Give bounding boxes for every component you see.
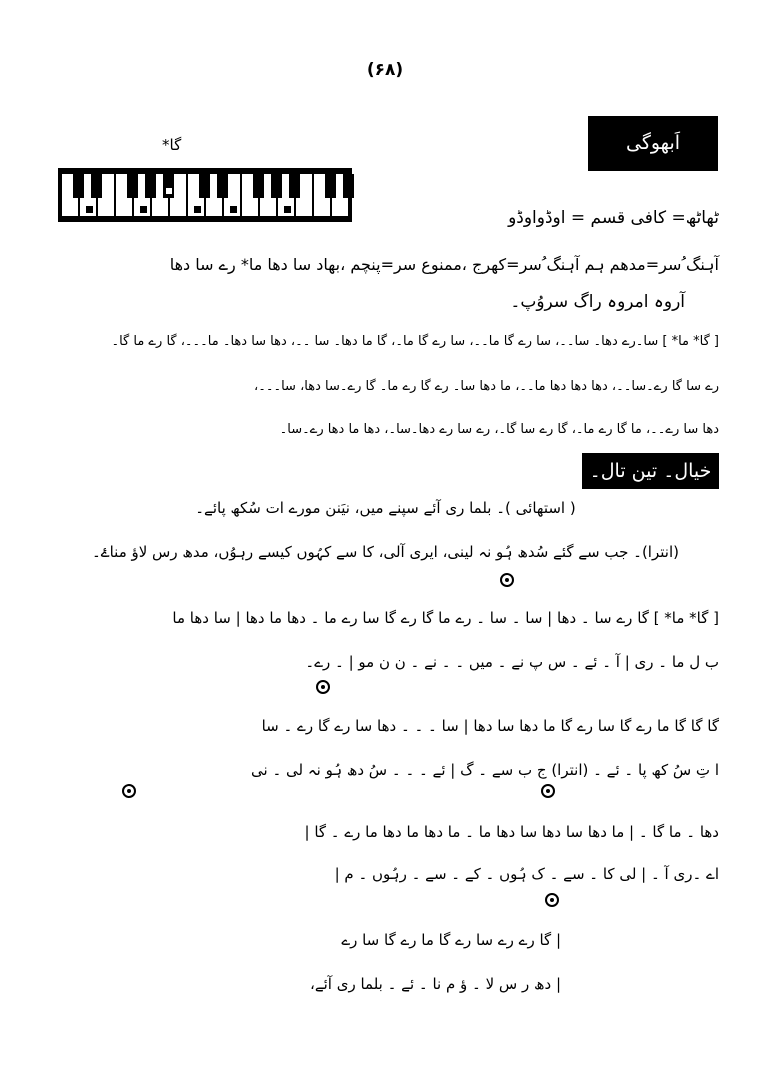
page-number: (۶۸) [366,60,404,80]
swar-line: رے سا گا رے۔سا۔۔، دھا دھا دھا ما۔۔، ما دھا سا۔ رے گا رے ما۔ گا رے۔سا دھا، سا۔۔۔، [254,379,719,394]
notation-line: گا گا گا ما رے گا سا رے گا ما دھا سا دھا | سا ۔ ۔ ۔ دھا سا رے گا رے ۔ سا [261,717,719,735]
piano-label: گا* [162,136,182,154]
notation-line: ب ل ما ۔ ری | آ ۔ ئے ۔ س پ نے ۔ میں ۔ ۔ نے ۔ ن ن مو | ۔ رے۔ [305,653,719,671]
black-key [127,174,138,198]
notation-line: دھا ۔ ما گا ۔ | ما دھا سا دھا سا دھا ما ۔ ما دھا ما دھا ما رے ۔ گا | [304,823,719,841]
sam-marker-icon [500,573,514,587]
aaroh-line: آروہ امروہ راگ سروُپ۔ [510,292,685,312]
notation-line: | گا رے رے سا رے گا ما رے گا سا رے [341,931,561,949]
black-key [73,174,84,198]
key-marker [140,206,147,213]
sam-marker-icon [316,680,330,694]
notation-line: ا تِ سُ کھ پا ۔ ئے ۔ (انترا) ج ب سے ۔ گ | ئے ۔ ۔ ۔ سُ دھ ہُو نہ لی ۔ نی [251,761,719,779]
aahang-line: آہنگ ُسر=مدھم ہم آہنگ ُسر=کھرج ،ممنوع سر=پنچم ،بھاد سا دھا ما* رے سا دھا [169,255,719,274]
black-key [163,174,174,198]
sam-marker-icon [541,784,555,798]
notation-line: [ گا* ما* ] گا رے سا ۔ دھا | سا ۔ سا ۔ رے ما گا رے گا سا رے ما ۔ دھا ما دھا | سا دھا ما [172,609,719,627]
lyrics-antara: (انترا)۔ جب سے گئے سُدھ ہُو نہ لینی، ایری آلی، کا سے کہُوں کیسے رہوُں، مدھ رس لاؤ مناۓ۔ [92,543,679,561]
section-title [582,453,719,489]
key-marker [230,206,237,213]
raag-title-text: اَبھوگی [625,132,681,154]
black-key [289,174,300,198]
notation-line: اے ۔ری آ ۔ | لی کا ۔ سے ۔ ک ہُوں ۔ کے ۔ سے ۔ رہُوں ۔ م | [334,865,719,883]
black-key [217,174,228,198]
piano-keyboard-icon [58,168,352,222]
section-title-text: خیال۔ تین تال۔ [589,459,712,482]
black-key [145,174,156,198]
thaat-line: ٹھاٹھ= کافی قسم = اوڈواوڈو [508,208,719,228]
black-key [253,174,264,198]
black-key [325,174,336,198]
key-marker [86,206,93,213]
sam-marker-icon [122,784,136,798]
key-marker [284,206,291,213]
black-key [91,174,102,198]
lyrics-asthai: ( استھائی )۔ بلما ری آئے سپنے میں، نیَنن مورے ات سُکھ پائے۔ [195,499,576,517]
key-marker [194,206,201,213]
swar-line: دھا سا رے۔۔، ما گا رے ما۔، گا رے سا گا۔، رے سا رے دھا۔سا۔، دھا ما دھا رے۔سا۔ [279,422,719,437]
swar-line: [ گا* ما* ] سا۔رے دھا۔ سا۔۔، سا رے گا ما۔۔، سا رے گا ما۔، گا ما دھا۔ سا ۔۔، دھا سا دھا۔ ما۔۔۔، گا رے ما گا۔ [111,334,719,349]
black-key [343,174,354,198]
black-key [199,174,210,198]
key-marker [166,188,172,194]
notation-line: | دھ ر س لا ۔ ؤ م نا ۔ ئے ۔ بلما ری آئے، [309,975,561,993]
black-key [271,174,282,198]
sam-marker-icon [545,893,559,907]
raag-title [588,116,718,171]
